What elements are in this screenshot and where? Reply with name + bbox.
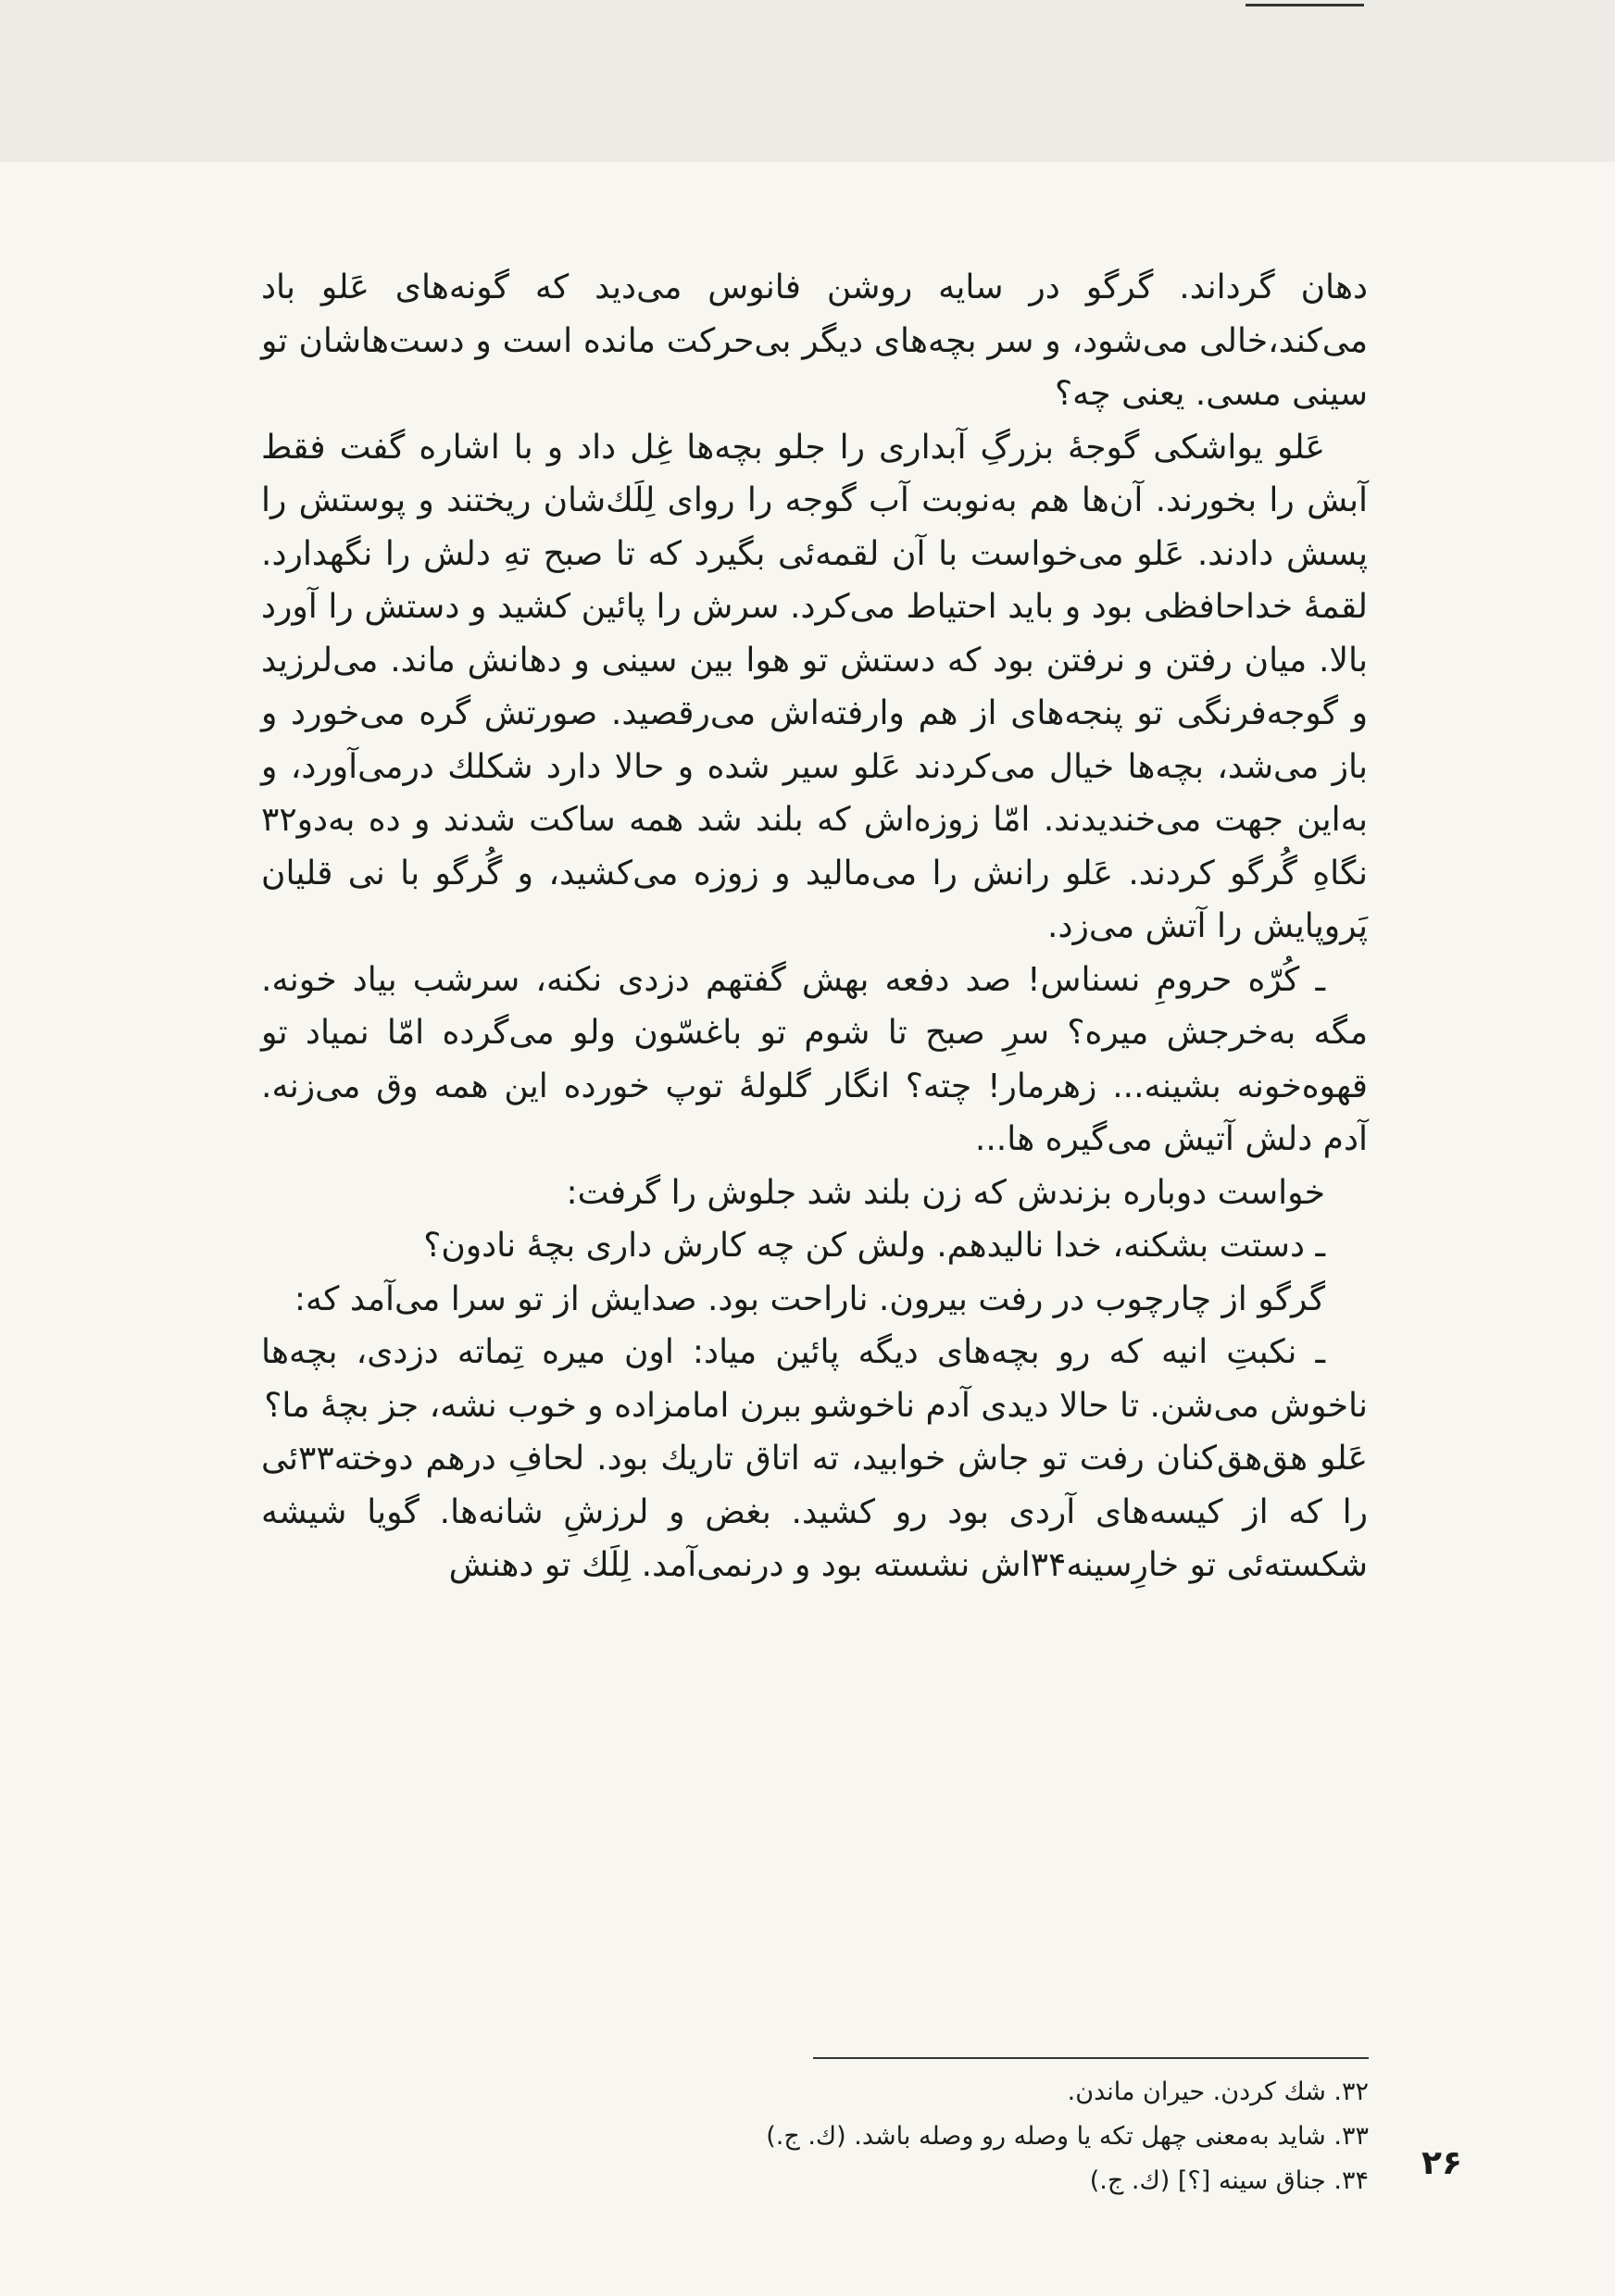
paragraph: دهان گرداند. گرگو در سایه روشن فانوس می‌دید که گونه‌های عَلو باد می‌کند،خالی می‌شود، و سر بچه‌های دیگر بی‌حرکت مانده است و دست‌هاشان تو سینی مسی. یعنی چه؟	[261, 268, 1368, 413]
paragraph: گرگو از چارچوب در رفت بیرون. ناراحت بود. صدایش از تو سرا می‌آمد که:	[294, 1279, 1325, 1318]
header-rule	[1246, 4, 1364, 6]
footnote: ۳۴. جناق سینه [؟] (ك. ج.)	[1089, 2166, 1369, 2195]
dialogue-line: ـ نکبتِ انیه که رو بچه‌های دیگه پائین میاد: اون میره تِماته دزدی، بچه‌ها ناخوش می‌شن. تا حالا دیدی آدم ناخوشو ببرن امامزاده و خوب نشه، جز بچهٔ ما؟	[261, 1333, 1368, 1425]
footnote-separator	[813, 2057, 1369, 2059]
dialogue-line: ـ دستت بشکنه، خدا نالیدهم. ولش کن چه کارش داری بچهٔ نادون؟	[423, 1227, 1325, 1265]
footnotes	[602, 2070, 1369, 2203]
footnote: ۳۲. شك کردن. حیران ماندن.	[1067, 2078, 1369, 2106]
body-text	[261, 261, 1368, 1592]
page-top-margin	[0, 0, 1615, 162]
paragraph: خواست دوباره بزندش که زن بلند شد جلوش را گرفت:	[566, 1173, 1325, 1212]
footnote: ۳۳. شاید به‌معنی چهل تکه یا وصله رو وصله باشد. (ك. ج.)	[766, 2122, 1369, 2151]
paragraph: عَلو یواشکی گوجهٔ بزرگِ آبداری را جلو بچه‌ها غِل داد و با اشاره گفت فقط آبش را بخورند. آن‌ها هم به‌نوبت آب گوجه را روای لِلَك‌شان ریختند و پوستش را پسش دادند. عَلو می‌خواست با آن لقمه‌ئی بگیرد که تا صبح تهِ دلش را نگهدارد. لقمهٔ خداحافظی بود و باید احتیاط می‌کرد. سرش را پائین کشید و دستش را آورد بالا. میان رفتن و نرفتن بود که دستش تو هوا بین سینی و دهانش ماند. می‌لرزید و گوجه‌فرنگی تو پنجه‌های از هم وارفته‌اش می‌رقصید. صورتش گره می‌خورد و باز می‌شد، بچه‌ها خیال می‌کردند عَلو سیر شده و حالا دارد شکلك درمی‌آورد، و به‌این جهت می‌خندیدند. امّا زوزه‌اش که بلند شد همه ساکت شدند و ده به‌دو۳۲ نگاهِ گُرگو کردند. عَلو رانش را می‌مالید و زوزه می‌کشید، و گُرگو با نی قلیان پَروپایش را آتش می‌زد.	[261, 428, 1368, 945]
dialogue-line: ـ کُرّه حرومِ نسناس! صد دفعه بهش گفتهم دزدی نکنه، سرشب بیاد خونه. مگه به‌خرجش میره؟ سرِ صبح تا شوم تو باغسّون ولو می‌گرده امّا نمیاد تو قهوه‌خونه بشینه... زهرمار! چته؟ انگار گلولهٔ توپ خورده این همه وق می‌زنه. آدم دلش آتیش می‌گیره ها...	[261, 960, 1368, 1158]
paragraph: عَلو هق‌هق‌کنان رفت تو جاش خوابید، ته اتاق تاریك بود. لحافِ درهم دوخته۳۳ئی را که از کیسه‌های آردی بود رو کشید. بغض و لرزشِ شانه‌ها. گویا شیشه شکسته‌ئی تو خارِسینه۳۴اش نشسته بود و درنمی‌آمد. لِلَك تو دهنش	[261, 1440, 1368, 1584]
page-number: ۲۶	[1421, 2144, 1462, 2182]
